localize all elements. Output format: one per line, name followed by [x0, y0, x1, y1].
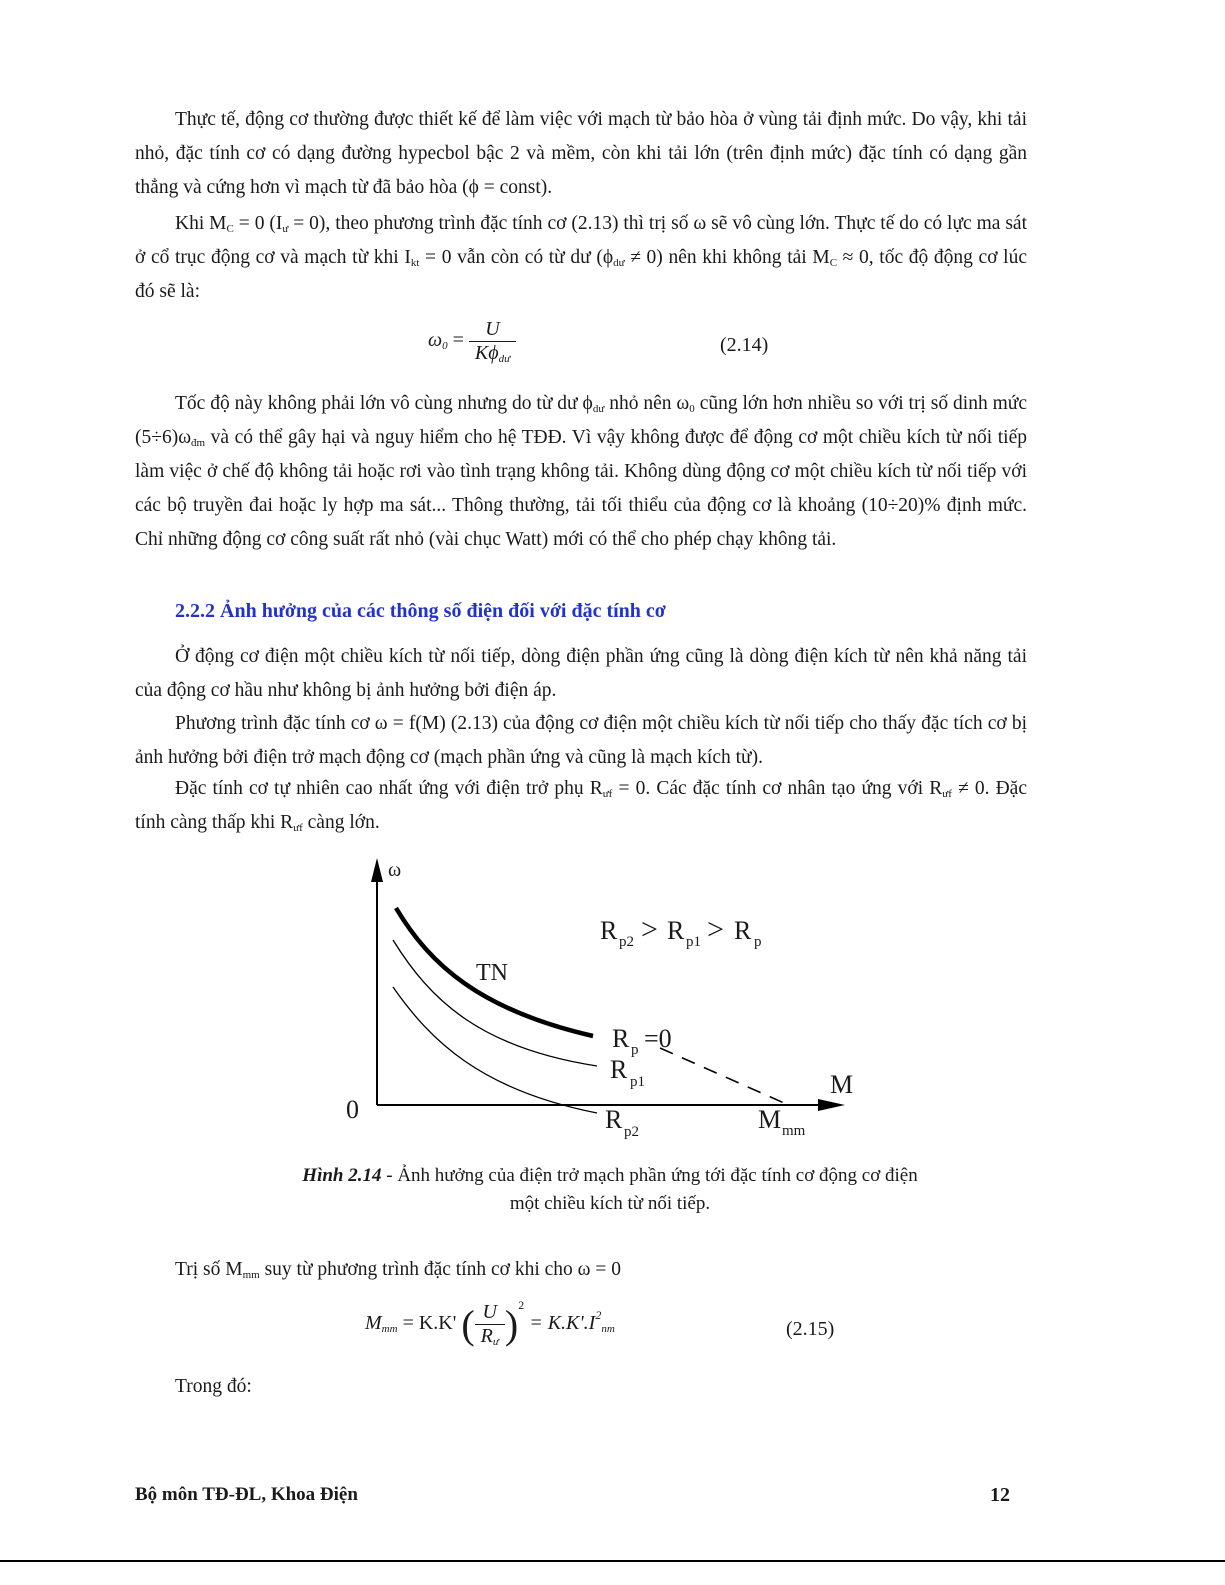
svg-text:>: >	[707, 913, 724, 946]
section-heading-2-2-2: 2.2.2 Ảnh hưởng của các thông số điện đối với đặc tính cơ	[175, 600, 666, 622]
svg-text:M: M	[758, 1105, 782, 1134]
x-axis-label: M	[830, 1070, 854, 1099]
svg-text:p2: p2	[624, 1124, 639, 1140]
equation-2-14: $\omega_0$ = $\frac{U}{K\phi_{dư}}$	[428, 318, 516, 365]
bottom-rule	[0, 1560, 1225, 1562]
curve-rp1-label	[610, 1055, 645, 1090]
svg-text:R: R	[610, 1055, 628, 1084]
svg-text:p1: p1	[686, 934, 701, 950]
paragraph-7: Trị số $M_{mm}$ suy từ phương trình đặc tính cơ khi cho ω = 0	[175, 1259, 622, 1281]
svg-text:p: p	[754, 934, 762, 950]
curve-rp0-label	[612, 1024, 672, 1058]
resistance-relation	[600, 913, 762, 950]
equation-2-14-number: (2.14)	[720, 334, 769, 356]
svg-text:R: R	[600, 916, 618, 945]
page-number: 12	[990, 1484, 1010, 1506]
x-axis-arrow-icon	[818, 1099, 845, 1111]
svg-text:R: R	[667, 916, 685, 945]
svg-text:p2: p2	[619, 934, 634, 950]
curve-rp2	[393, 987, 597, 1113]
y-axis-label: ω	[388, 859, 402, 881]
curve-rp2-label	[605, 1105, 639, 1140]
y-axis-arrow-icon	[371, 858, 383, 882]
svg-text:>: >	[641, 913, 658, 946]
equation-2-15: $M_{mm} = K.K'$ ( $\frac{U}{R_ư}$ )$^2 = K.K'.I^2_{nm}$	[365, 1298, 615, 1348]
paragraph-3: Tốc độ này không phải lớn vô cùng nhưng do từ dư $\phi_{dư}$ nhỏ nên $\omega_0$ cũng lớn hơn nhiều so với trị số dinh mức $(5\div 6)\omega_{đm}$ và có thể gây hại và nguy hiểm cho hệ TĐĐ. Vì vậy không được để động cơ một chiều kích từ nối tiếp làm việc ở chế độ không tải hoặc rơi vào tình trạng không tải. Không dùng động cơ một chiều kích từ nối tiếp với các bộ truyền đai hoặc ly hợp ma sát... Thông thường, tải tối thiểu của động cơ là khoảng (10÷20)% định mức. Chỉ những động cơ công suất rất nhỏ (vài chục Watt) mới có thể cho phép chạy không tải.	[135, 393, 1027, 550]
equation-2-15-number: (2.15)	[786, 1318, 835, 1340]
paragraph-8: Trong đó:	[175, 1376, 252, 1397]
svg-text:R: R	[612, 1024, 630, 1053]
dashed-extension	[660, 1048, 784, 1103]
footer-department: Bộ môn TĐ-ĐL, Khoa Điện	[135, 1484, 358, 1505]
svg-text:mm: mm	[782, 1123, 806, 1139]
svg-text:R: R	[605, 1105, 623, 1134]
paragraph-5: Phương trình đặc tính cơ ω = f(M) (2.13) của động cơ điện một chiều kích từ nối tiếp cho thấy đặc tích cơ bị ảnh hưởng bởi điện trở mạch động cơ (mạch phần ứng và cũng là mạch kích từ).	[135, 713, 1027, 768]
svg-text:p1: p1	[630, 1074, 645, 1090]
paragraph-1-text: Thực tế, động cơ thường được thiết kế để làm việc với mạch từ bảo hòa ở vùng tải định mức. Do vậy, khi tải nhỏ, đặc tính cơ có dạng đường hypecbol bậc 2 và mềm, còn khi tải lớn (trên định mức) đặc tính có dạng gần thẳng và cứng hơn vì mạch từ đã bảo hòa (ϕ = const).	[135, 109, 1027, 198]
paragraph-4: Ở động cơ điện một chiều kích từ nối tiếp, dòng điện phần ứng cũng là dòng điện kích từ nên khả năng tải của động cơ hầu như không bị ảnh hưởng bởi điện áp.	[135, 646, 1027, 701]
origin-label: 0	[346, 1095, 359, 1124]
figure-caption: Hình 2.14 - Ảnh hưởng của điện trở mạch phần ứng tới đặc tính cơ động cơ điện một chiều kích từ nối tiếp.	[302, 1165, 918, 1214]
svg-text:p: p	[631, 1042, 639, 1058]
curve-tn-label: TN	[476, 960, 508, 986]
paragraph-6: Đặc tính cơ tự nhiên cao nhất ứng với điện trở phụ $R_{ưf} = 0$. Các đặc tính cơ nhân tạo ứng với $R_{ưf} \ne 0$. Đặc tính càng thấp khi $R_{ưf}$ càng lớn.	[135, 778, 1027, 834]
mmm-label	[758, 1105, 806, 1139]
svg-text:R: R	[734, 916, 752, 945]
paragraph-2: Khi $M_C = 0$ $(I_ư = 0)$, theo phương trình đặc tính cơ (2.13) thì trị số ω sẽ vô cùng lớn. Thực tế do có lực ma sát ở cổ trục động cơ và mạch từ khi $I_{kt} = 0$ vẫn còn có từ dư $(\phi_{dư} \ne 0)$ nên khi không tải $M_C \approx 0$, tốc độ động cơ lúc đó sẽ là:	[135, 213, 1027, 302]
svg-text:=0: =0	[644, 1024, 672, 1053]
